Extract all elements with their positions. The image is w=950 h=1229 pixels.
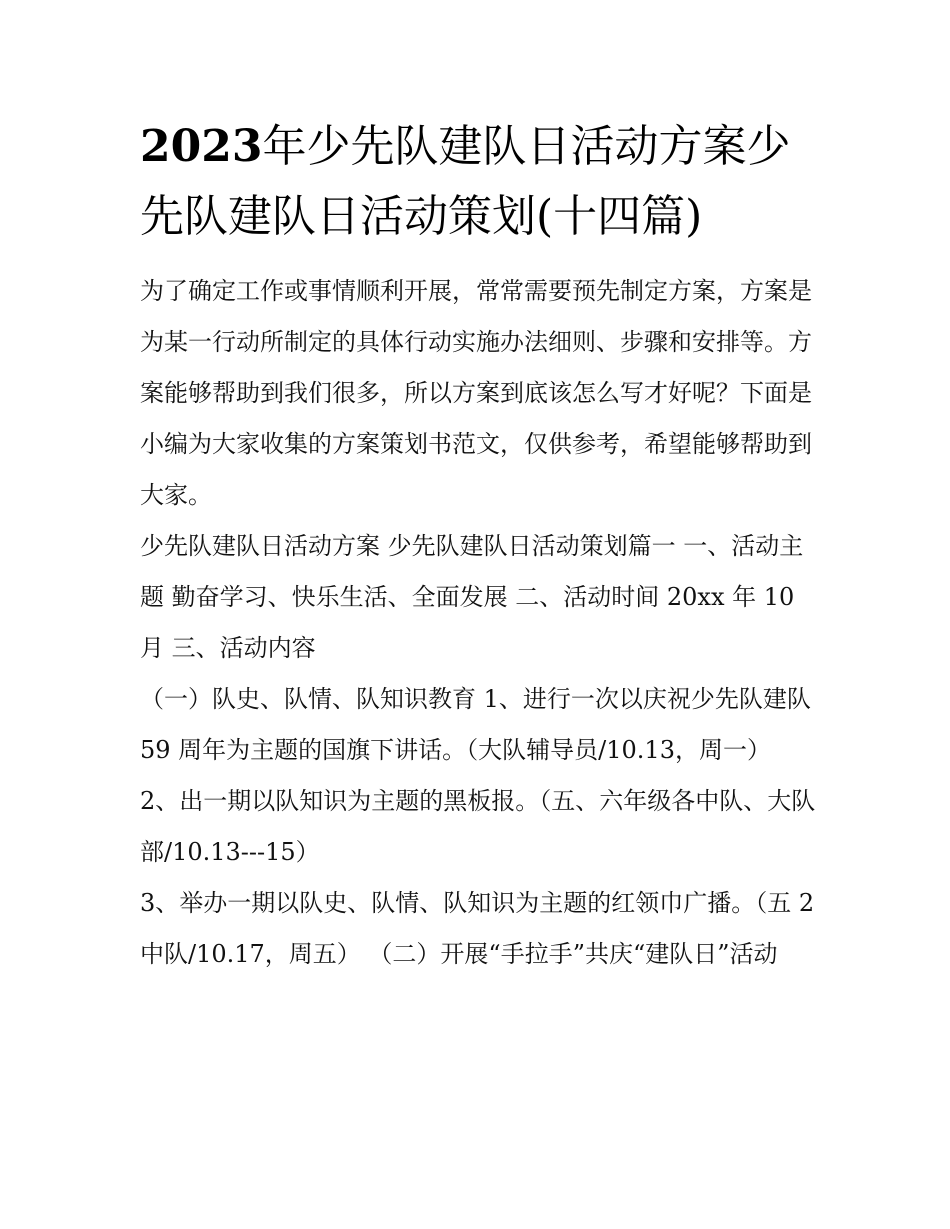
- title-text: 年少先队建队日活动方案少先队建队日活动策划(十四篇): [140, 121, 791, 242]
- document-body: [140, 266, 820, 980]
- intro-paragraph: 为了确定工作或事情顺利开展，常常需要预先制定方案，方案是为某一行动所制定的具体行动实施办法细则、步骤和安排等。方案能够帮助到我们很多，所以方案到底该怎么写才好呢？下面是小编为大家收集的方案策划书范文，仅供参考，希望能够帮助到大家。: [140, 277, 812, 509]
- content-item-2: 2、出一期以队知识为主题的黑板报。（五、六年级各中队、大队部/10.13---15）: [140, 787, 816, 866]
- content-item-3: 3、举办一期以队史、队情、队知识为主题的红领巾广播。（五 2 中队/10.17，周五） （二）开展“手拉手”共庆“建队日”活动: [140, 889, 815, 968]
- document-page: [140, 112, 820, 980]
- title-year: 2023: [140, 121, 263, 172]
- content-item-1: （一）队史、队情、队知识教育 1、进行一次以庆祝少先队建队 59 周年为主题的国旗下讲话。（大队辅导员/10.13，周一）: [140, 685, 811, 764]
- plan-heading-paragraph: 少先队建队日活动方案 少先队建队日活动策划篇一 一、活动主题 勤奋学习、快乐生活、全面发展 二、活动时间 20xx 年 10 月 三、活动内容: [140, 532, 804, 662]
- document-title: [140, 112, 820, 252]
